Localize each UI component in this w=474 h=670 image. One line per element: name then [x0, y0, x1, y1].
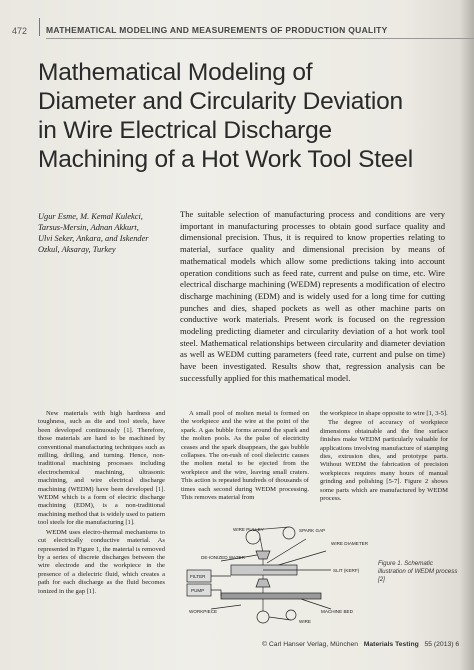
- lower-pulley-icon: [257, 611, 269, 623]
- running-title: MATHEMATICAL MODELING AND MEASUREMENTS OF PRODUCTION QUALITY: [46, 25, 388, 35]
- page-footer: [262, 641, 459, 648]
- header-divider: [39, 18, 40, 36]
- wire-diameter-label: WIRE DIAMETER: [331, 541, 369, 546]
- paragraph: New materials with high hardness and toughness, such as die and tool steels, have been developed continuously [1]. Therefore, those materials are hard to be machined by conventional manufacturing techniques such as milling, drilling, and turning. Hence, non-traditional machining processes including electrochemical machining, ultrasonic machining, and wire electrical discharge machining (WEDM) have been developed [1]. WEDM which is a form of electric discharge machining (EDM), is a non-traditional machining method that is widely used to pattern tool steels for die manufacturing [1].: [38, 410, 165, 527]
- slit-kerf-label: SLIT (KERF): [333, 568, 360, 573]
- title-line: in Wire Electrical Discharge: [38, 117, 332, 144]
- body-column-2: [181, 410, 309, 502]
- page-number: 472: [12, 26, 28, 36]
- paragraph: WEDM uses electro-thermal mechanisms to cut electrically conductive material. As represented in Figure 1, the material is removed by a series of discrete discharges between the wire electrode and the workpiece in the presence of a dielectric fluid, which creates a path for each discharge as the fluid becomes ionized in the gap [1].: [38, 528, 165, 595]
- filter-label: FILTER: [190, 574, 206, 579]
- title-line: Mathematical Modeling of: [38, 59, 313, 86]
- wedm-schematic-figure: [181, 523, 376, 627]
- paragraph: the workpiece in shape opposite to wire [1, 3-5].: [320, 410, 448, 417]
- abstract: The suitable selection of manufacturing process and conditions are very important in manufacturing processes to obtain good surface quality and dimensional precision. Thus, it is required to know properties relating to material, surface quality and dimensional precision by means of mathematical models which allow some predictions taking into account operation conditions such as feed rate, current and pulse on time, etc. Wire electrical discharge machining (WEDM) represents a modification of electro discharge machining (EDM) and is widely used for a long time for cutting punches and dies, shaped pockets as well as other machine parts on conductive work materials. Present work is focused on the regression modeling predicting diameter and circularity deviation of a hot work tool steel. Mathematical relationships between circularity and diameter deviation as well as WEDM cutting parameters (feed rate, current and pulse on time) have been investigated. Results show that, regression analysis can be successfully applied for this mathematical model.: [180, 209, 445, 383]
- wire-pulley-label: WIRE PULLEY: [233, 527, 264, 532]
- paragraph: The degree of accuracy of workpiece dimensions obtainable and the fine surface finishes make WEDM particularly valuable for applications involving manufacture of stamping dies, extrusion dies, and prototype parts. Without WEDM the fabrication of precision workpieces requires many hours of manual grinding and polishing [5-7]. Figure 2 shows some parts which are manufactured by WEDM process.: [320, 419, 448, 503]
- machine-bed: [221, 593, 321, 599]
- pump-label: PUMP: [191, 588, 205, 593]
- body-column-3: [320, 410, 448, 503]
- issue-text: 55 (2013) 6: [424, 641, 460, 648]
- header-rule: [46, 38, 474, 39]
- paragraph: A small pool of molten metal is formed on the workpiece and the wire at the point of the spark. A gas bubble forms around the spark and the molten pools. As the pulse of electricity ceases and the spark disappears, the gas bubble collapses. The on-rush of cool dielectric causes the molten metal to be ejected from the workpiece and the wire, leaving small craters. This action is repeated hundreds of thousands of times each second during WEDM processing. This removes material from: [181, 410, 309, 502]
- title-line: Machining of a Hot Work Tool Steel: [38, 146, 413, 173]
- deionized-water-label: DE-IONIZED WATER: [201, 555, 245, 560]
- upper-pulley-icon: [246, 530, 260, 544]
- spark-gap-label: SPARK GAP: [299, 528, 326, 533]
- author-line: Ugur Esme, M. Kemal Kulekci,: [38, 212, 143, 221]
- figure-caption: Figure 1. Schematic illustration of WEDM process [2]: [378, 560, 458, 583]
- article-title: [38, 58, 474, 174]
- workpiece-label: WORKPIECE: [189, 609, 218, 614]
- journal-name: Materials Testing: [363, 641, 419, 648]
- author-line: Tarsus-Mersin, Adnan Akkurt,: [38, 223, 139, 232]
- upper-right-pulley-icon: [283, 527, 295, 539]
- wire-label: WIRE: [299, 619, 311, 624]
- lower-right-pulley-icon: [286, 610, 296, 620]
- author-line: Ulvi Seker, Ankara, and Iskender: [38, 234, 149, 243]
- body-column-1: [38, 410, 165, 596]
- author-line: Ozkul, Aksaray, Turkey: [38, 245, 116, 254]
- title-line: Diameter and Circularity Deviation: [38, 88, 403, 115]
- publisher-text: © Carl Hanser Verlag, München: [262, 641, 359, 648]
- machine-bed-label: MACHINE BED: [321, 609, 353, 614]
- author-list: [38, 211, 178, 255]
